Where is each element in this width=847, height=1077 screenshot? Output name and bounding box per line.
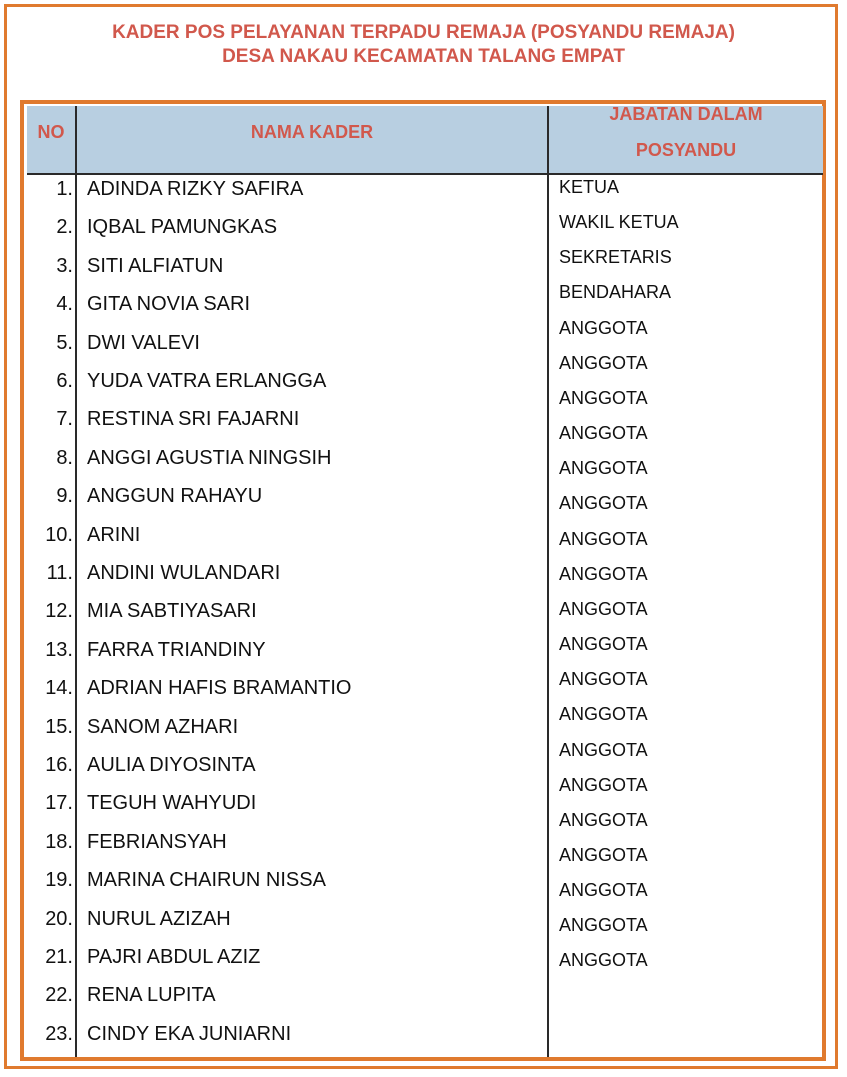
row-number: 1. bbox=[56, 178, 73, 200]
row-name: AULIA DIYOSINTA bbox=[87, 754, 256, 776]
header-role-line-1: JABATAN DALAM bbox=[609, 104, 763, 124]
page-title-line-2: DESA NAKAU KECAMATAN TALANG EMPAT bbox=[222, 46, 625, 67]
row-role: ANGGOTA bbox=[559, 493, 648, 513]
row-name: CINDY EKA JUNIARNI bbox=[87, 1023, 292, 1045]
row-name: MIA SABTIYASARI bbox=[87, 600, 257, 622]
row-number: 10. bbox=[45, 524, 73, 546]
row-number: 22. bbox=[45, 984, 73, 1006]
row-number: 12. bbox=[45, 600, 73, 622]
header-role bbox=[549, 96, 823, 168]
row-number: 16. bbox=[45, 754, 73, 776]
row-role: ANGGOTA bbox=[559, 915, 648, 935]
row-name: YUDA VATRA ERLANGGA bbox=[87, 370, 327, 392]
row-name: ARINI bbox=[87, 524, 141, 546]
row-name: GITA NOVIA SARI bbox=[87, 293, 251, 315]
row-role: ANGGOTA bbox=[559, 880, 648, 900]
row-name: ADRIAN HAFIS BRAMANTIO bbox=[87, 677, 352, 699]
row-number: 18. bbox=[45, 831, 73, 853]
row-number: 23. bbox=[45, 1023, 73, 1045]
column-divider-no bbox=[75, 106, 77, 1057]
row-name: SANOM AZHARI bbox=[87, 716, 239, 738]
row-number: 3. bbox=[56, 255, 73, 277]
row-number: 8. bbox=[56, 447, 73, 469]
row-role: ANGGOTA bbox=[559, 845, 648, 865]
row-number: 7. bbox=[56, 408, 73, 430]
row-role: BENDAHARA bbox=[559, 282, 672, 302]
row-name: SITI ALFIATUN bbox=[87, 255, 224, 277]
row-role: ANGGOTA bbox=[559, 634, 648, 654]
row-role: ANGGOTA bbox=[559, 458, 648, 478]
row-role: ANGGOTA bbox=[559, 810, 648, 830]
row-name: PAJRI ABDUL AZIZ bbox=[87, 946, 261, 968]
row-name: RENA LUPITA bbox=[87, 984, 216, 1006]
row-number: 9. bbox=[56, 485, 73, 507]
row-number: 2. bbox=[56, 216, 73, 238]
row-number: 11. bbox=[46, 562, 73, 584]
row-role: ANGGOTA bbox=[559, 353, 648, 373]
page-title-line-1: KADER POS PELAYANAN TERPADU REMAJA (POSYANDU REMAJA) bbox=[112, 22, 735, 43]
row-number: 17. bbox=[45, 792, 73, 814]
row-name: ANGGUN RAHAYU bbox=[87, 485, 263, 507]
row-number: 21. bbox=[45, 946, 73, 968]
row-number: 4. bbox=[56, 293, 73, 315]
row-role: ANGGOTA bbox=[559, 669, 648, 689]
row-role: ANGGOTA bbox=[559, 704, 648, 724]
row-name: NURUL AZIZAH bbox=[87, 908, 231, 930]
row-number: 15. bbox=[45, 716, 73, 738]
row-role: ANGGOTA bbox=[559, 740, 648, 760]
row-number: 6. bbox=[56, 370, 73, 392]
row-name: IQBAL PAMUNGKAS bbox=[87, 216, 278, 238]
header-no: NO bbox=[37, 122, 65, 142]
row-number: 20. bbox=[45, 908, 73, 930]
row-role: ANGGOTA bbox=[559, 564, 648, 584]
row-name: DWI VALEVI bbox=[87, 332, 200, 354]
row-name: ANGGI AGUSTIA NINGSIH bbox=[87, 447, 332, 469]
row-name: ANDINI WULANDARI bbox=[87, 562, 281, 584]
row-name: FARRA TRIANDINY bbox=[87, 639, 266, 661]
header-role-line-2: POSYANDU bbox=[635, 140, 737, 160]
row-number: 5. bbox=[56, 332, 73, 354]
row-role: ANGGOTA bbox=[559, 775, 648, 795]
row-role: ANGGOTA bbox=[559, 423, 648, 443]
row-role: KETUA bbox=[559, 177, 620, 197]
column-divider-role bbox=[547, 106, 549, 1057]
row-role: WAKIL KETUA bbox=[559, 212, 679, 232]
row-name: MARINA CHAIRUN NISSA bbox=[87, 869, 326, 891]
row-role: ANGGOTA bbox=[559, 950, 648, 970]
row-role: ANGGOTA bbox=[559, 388, 648, 408]
row-number: 19. bbox=[45, 869, 73, 891]
row-name: TEGUH WAHYUDI bbox=[87, 792, 257, 814]
row-name: ADINDA RIZKY SAFIRA bbox=[87, 178, 304, 200]
row-name: RESTINA SRI FAJARNI bbox=[87, 408, 300, 430]
header-divider bbox=[27, 173, 823, 175]
row-name: FEBRIANSYAH bbox=[87, 831, 227, 853]
row-number: 14. bbox=[45, 677, 73, 699]
row-role: ANGGOTA bbox=[559, 599, 648, 619]
row-role: ANGGOTA bbox=[559, 318, 648, 338]
row-role: SEKRETARIS bbox=[559, 247, 672, 267]
header-name: NAMA KADER bbox=[250, 122, 374, 142]
row-role: ANGGOTA bbox=[559, 529, 648, 549]
row-number: 13. bbox=[45, 639, 73, 661]
